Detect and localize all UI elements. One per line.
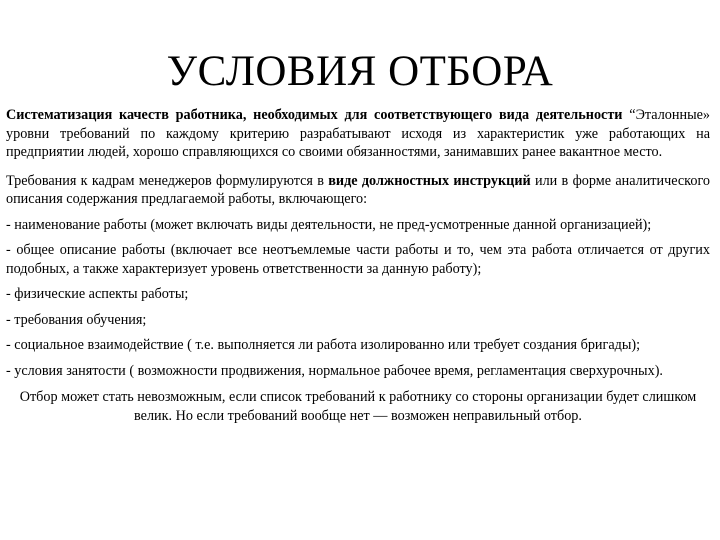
systematization-heading: Систематизация качеств работника, необходимых для соответствующего вида деятельности bbox=[6, 107, 623, 123]
list-item-training: - требования обучения; bbox=[6, 311, 147, 328]
requirements-text-before: Требования к кадрам менеджеров формулируются в bbox=[6, 172, 324, 189]
list-item-physical-aspects: - физические аспекты работы; bbox=[6, 286, 189, 302]
list-item-general-description: - общее описание работы (включает все неотъемлемые части работы и то, чем эта работа отличается от других подобных, а также характеризует уровень ответственности за данную работу); bbox=[6, 242, 710, 277]
paragraph-systematization bbox=[6, 106, 710, 162]
list-item-employment-conditions: - условия занятости ( возможности продвижения, нормальное рабочее время, регламентация сверхурочных). bbox=[6, 362, 663, 379]
slide-title: УСЛОВИЯ ОТБОРА bbox=[166, 48, 554, 95]
paragraph-requirements bbox=[6, 172, 710, 209]
requirements-bold: виде должностных инструкций bbox=[328, 172, 531, 189]
systematization-text: “Эталонные» уровни требований по каждому критерию разрабатывают исходя из характеристик уже работающих на предприятии людей, хорошо справляющихся со своими обязанностями, занимавших ранее вакантное место. bbox=[6, 107, 711, 160]
paragraph-conclusion: Отбор может стать невозможным, если список требований к работнику со стороны организации будет слишком велик. Но если требований вообще нет — возможен неправильный отбор. bbox=[19, 389, 697, 424]
requirements-text-after: или в форме аналитического описания содержания предлагаемой работы, включающего: bbox=[6, 172, 710, 207]
list-item-job-title: - наименование работы (может включать виды деятельности, не пред-усмотренные данной организацией); bbox=[6, 216, 652, 233]
slide-body bbox=[6, 106, 710, 425]
list-item-social-interaction: - социальное взаимодействие ( т.е. выполняется ли работа изолированно или требует создания бригады); bbox=[6, 337, 641, 353]
